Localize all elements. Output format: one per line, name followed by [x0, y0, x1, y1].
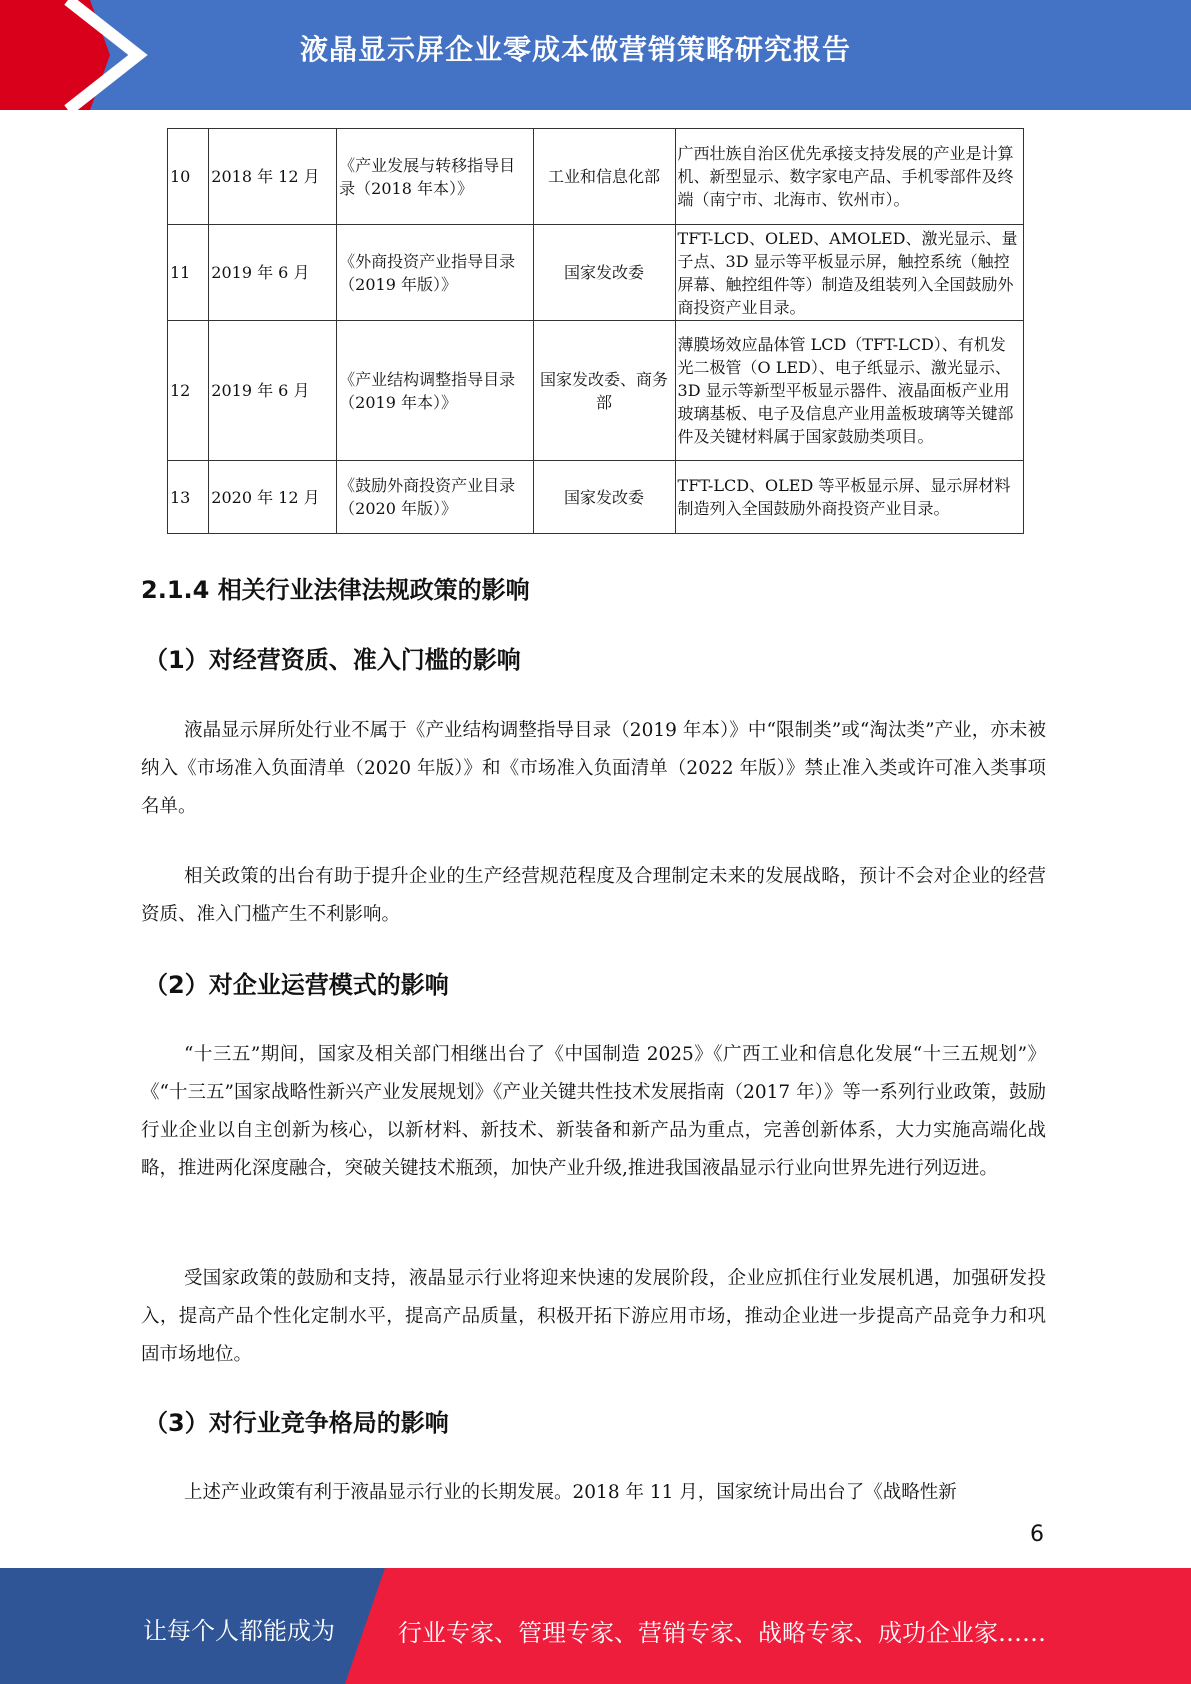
row-date: 2018 年 12 月 [209, 129, 337, 225]
table-row [168, 225, 1024, 321]
table-row [168, 321, 1024, 461]
row-number: 11 [168, 225, 209, 321]
row-department: 工业和信息化部 [533, 129, 675, 225]
header-arrow-icon [0, 0, 160, 110]
row-date: 2020 年 12 月 [209, 461, 337, 534]
paragraph-5: 上述产业政策有利于液晶显示行业的长期发展。2018 年 11 月，国家统计局出台了《战略性新 [184, 1482, 957, 1503]
row-department: 国家发改委 [533, 225, 675, 321]
paragraph-3: “十三五”期间，国家及相关部门相继出台了《中国制造 2025》《广西工业和信息化发展“十三五规划”》《“十三五”国家战略性新兴产业发展规划》《产业关键共性技术发展指南（2017 年）》等一系列行业政策，鼓励行业企业以自主创新为核心，以新材料、新技术、新装备和新产品为重点，完善创新体系，大力实施高端化战略，推进两化深度融合，突破关键技术瓶颈，加快产业升级,推进我国液晶显示行业向世界先进行列迈进。 [141, 1044, 1046, 1179]
section-heading: 2.1.4 相关行业法律法规政策的影响 [141, 576, 530, 604]
report-title: 液晶显示屏企业零成本做营销策略研究报告 [300, 33, 852, 66]
row-document: 《外商投资产业指导目录（2019 年版）》 [337, 225, 533, 321]
row-description: 薄膜场效应晶体管 LCD（TFT-LCD）、有机发光二极管（O LED）、电子纸显示、激光显示、3D 显示等新型平板显示器件、液晶面板产业用玻璃基板、电子及信息产业用盖板玻璃等关键部件及关键材料属于国家鼓励类项目。 [675, 321, 1023, 461]
page-footer [0, 1568, 1191, 1684]
footer-slogan-right: 行业专家、管理专家、营销专家、战略专家、成功企业家…… [398, 1619, 1046, 1647]
table-row [168, 129, 1024, 225]
row-date: 2019 年 6 月 [209, 321, 337, 461]
row-description: TFT-LCD、OLED、AMOLED、激光显示、量子点、3D 显示等平板显示屏，触控系统（触控屏幕、触控组件等）制造及组装列入全国鼓励外商投资产业目录。 [675, 225, 1023, 321]
paragraph-4: 受国家政策的鼓励和支持，液晶显示行业将迎来快速的发展阶段，企业应抓住行业发展机遇，加强研发投入，提高产品个性化定制水平，提高产品质量，积极开拓下游应用市场，推动企业进一步提高产品竞争力和巩固市场地位。 [141, 1268, 1046, 1365]
row-date: 2019 年 6 月 [209, 225, 337, 321]
subsection-heading-1: （1）对经营资质、准入门槛的影响 [144, 646, 521, 674]
row-department: 国家发改委 [533, 461, 675, 534]
paragraph-1: 液晶显示屏所处行业不属于《产业结构调整指导目录（2019 年本）》中“限制类”或“淘汰类”产业，亦未被纳入《市场准入负面清单（2020 年版）》和《市场准入负面清单（2022 年版）》禁止准入类或许可准入类事项名单。 [141, 720, 1046, 817]
page-number: 6 [1030, 1522, 1044, 1547]
subsection-heading-2: （2）对企业运营模式的影响 [144, 971, 449, 999]
row-description: 广西壮族自治区优先承接支持发展的产业是计算机、新型显示、数字家电产品、手机零部件及终端（南宁市、北海市、钦州市）。 [675, 129, 1023, 225]
footer-slogan-left: 让每个人都能成为 [143, 1617, 335, 1645]
row-document: 《产业发展与转移指导目录（2018 年本）》 [337, 129, 533, 225]
row-number: 13 [168, 461, 209, 534]
page-header [0, 0, 1191, 110]
row-document: 《鼓励外商投资产业目录（2020 年版）》 [337, 461, 533, 534]
row-document: 《产业结构调整指导目录（2019 年本）》 [337, 321, 533, 461]
row-number: 12 [168, 321, 209, 461]
policy-table [167, 128, 1024, 534]
paragraph-2: 相关政策的出台有助于提升企业的生产经营规范程度及合理制定未来的发展战略，预计不会对企业的经营资质、准入门槛产生不利影响。 [141, 866, 1046, 925]
row-number: 10 [168, 129, 209, 225]
row-department: 国家发改委、商务部 [533, 321, 675, 461]
table-row [168, 461, 1024, 534]
subsection-heading-3: （3）对行业竞争格局的影响 [144, 1409, 449, 1437]
row-description: TFT-LCD、OLED 等平板显示屏、显示屏材料制造列入全国鼓励外商投资产业目录。 [675, 461, 1023, 534]
